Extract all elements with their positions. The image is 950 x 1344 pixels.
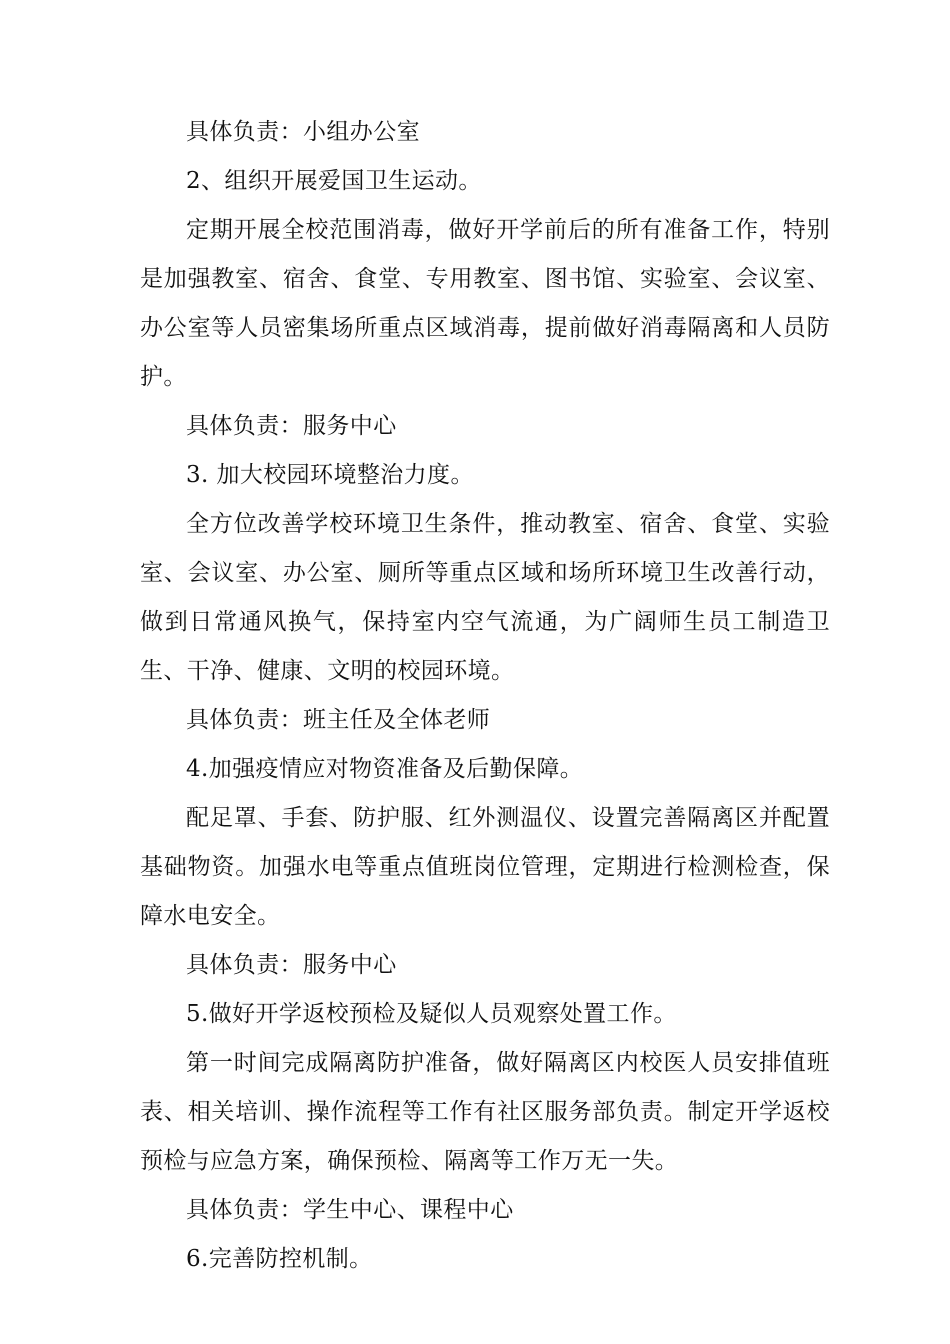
paragraph-environment: 全方位改善学校环境卫生条件，推动教室、宿舍、食堂、实验室、会议室、办公室、厕所等重点区域和场所环境卫生改善行动，做到日常通风换气，保持室内空气流通，为广阔师生员工制造卫生、干净、健康、文明的校园环境。 bbox=[140, 511, 830, 684]
paragraph-responsible-office: 具体负责：小组办公室 bbox=[186, 119, 420, 145]
paragraph-responsible-service: 具体负责：服务中心 bbox=[186, 413, 397, 439]
paragraph-responsible-service-2: 具体负责：服务中心 bbox=[186, 952, 397, 978]
document-page bbox=[140, 108, 830, 1284]
paragraph-responsible-centers: 具体负责：学生中心、课程中心 bbox=[186, 1197, 514, 1223]
paragraph-heading-3: 3. 加大校园环境整治力度。 bbox=[186, 462, 474, 488]
paragraph-supplies: 配足罩、手套、防护服、红外测温仪、设置完善隔离区并配置基础物资。加强水电等重点值班岗位管理，定期进行检测检查，保障水电安全。 bbox=[140, 805, 830, 929]
paragraph-heading-4: 4.加强疫情应对物资准备及后勤保障。 bbox=[186, 756, 584, 782]
paragraph-heading-6: 6.完善防控机制。 bbox=[186, 1246, 373, 1272]
paragraph-heading-5: 5.做好开学返校预检及疑似人员观察处置工作。 bbox=[186, 1001, 677, 1027]
paragraph-responsible-teachers: 具体负责：班主任及全体老师 bbox=[186, 707, 491, 733]
paragraph-precheck: 第一时间完成隔离防护准备，做好隔离区内校医人员安排值班表、相关培训、操作流程等工作有社区服务部负责。制定开学返校预检与应急方案，确保预检、隔离等工作万无一失。 bbox=[140, 1050, 830, 1174]
paragraph-heading-2: 2、组织开展爱国卫生运动。 bbox=[186, 168, 482, 194]
paragraph-disinfection: 定期开展全校范围消毒，做好开学前后的所有准备工作，特别是加强教室、宿舍、食堂、专用教室、图书馆、实验室、会议室、办公室等人员密集场所重点区域消毒，提前做好消毒隔离和人员防护。 bbox=[140, 217, 830, 390]
